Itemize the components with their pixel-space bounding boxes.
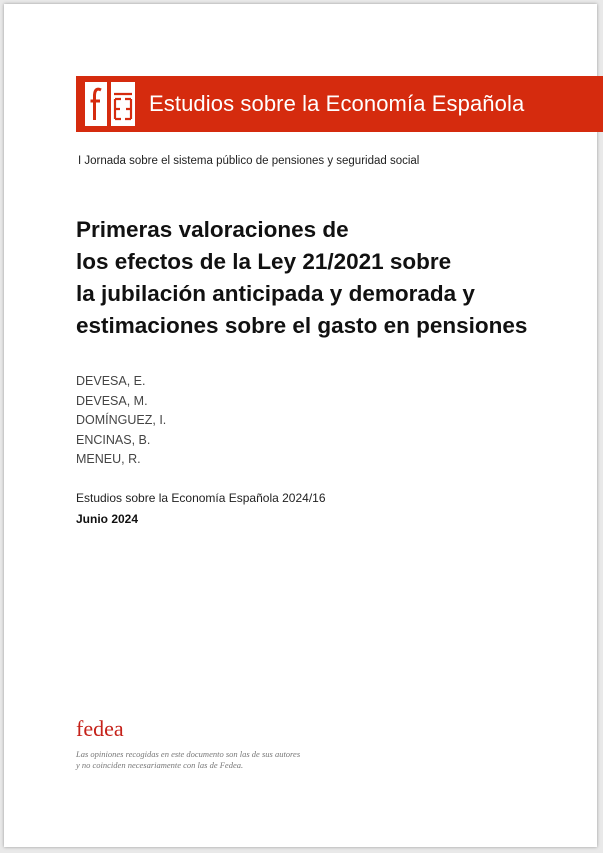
series-number: Estudios sobre la Economía Española 2024/16 [76,491,326,505]
event-subtitle: I Jornada sobre el sistema público de pensiones y seguridad social [78,155,420,167]
fedea-logo-icon [85,82,135,126]
header-banner [76,76,603,132]
document-page [4,4,597,847]
fedea-wordmark: fedea [76,716,124,741]
author: ENCINAS, B. [76,432,151,447]
author: DEVESA, M. [76,393,148,408]
document-title [76,214,596,342]
disclaimer [76,749,300,771]
author-list [76,372,166,470]
title-line: los efectos de la Ley 21/2021 sobre [76,249,452,274]
title-line: Primeras valoraciones de [76,217,349,242]
title-line: estimaciones sobre el gasto en pensiones [76,313,528,338]
disclaimer-line: Las opiniones recogidas en este documento son las de sus autores [76,749,301,759]
author: MENEU, R. [76,452,141,466]
disclaimer-line: y no coinciden necesariamente con las de Fedea. [76,760,244,770]
title-line: la jubilación anticipada y demorada y [76,281,475,306]
series-title: Estudios sobre la Economía Española [149,91,525,116]
author: DOMÍNGUEZ, I. [76,413,167,427]
author: DEVESA, E. [76,374,146,388]
publication-date: Junio 2024 [76,512,139,526]
